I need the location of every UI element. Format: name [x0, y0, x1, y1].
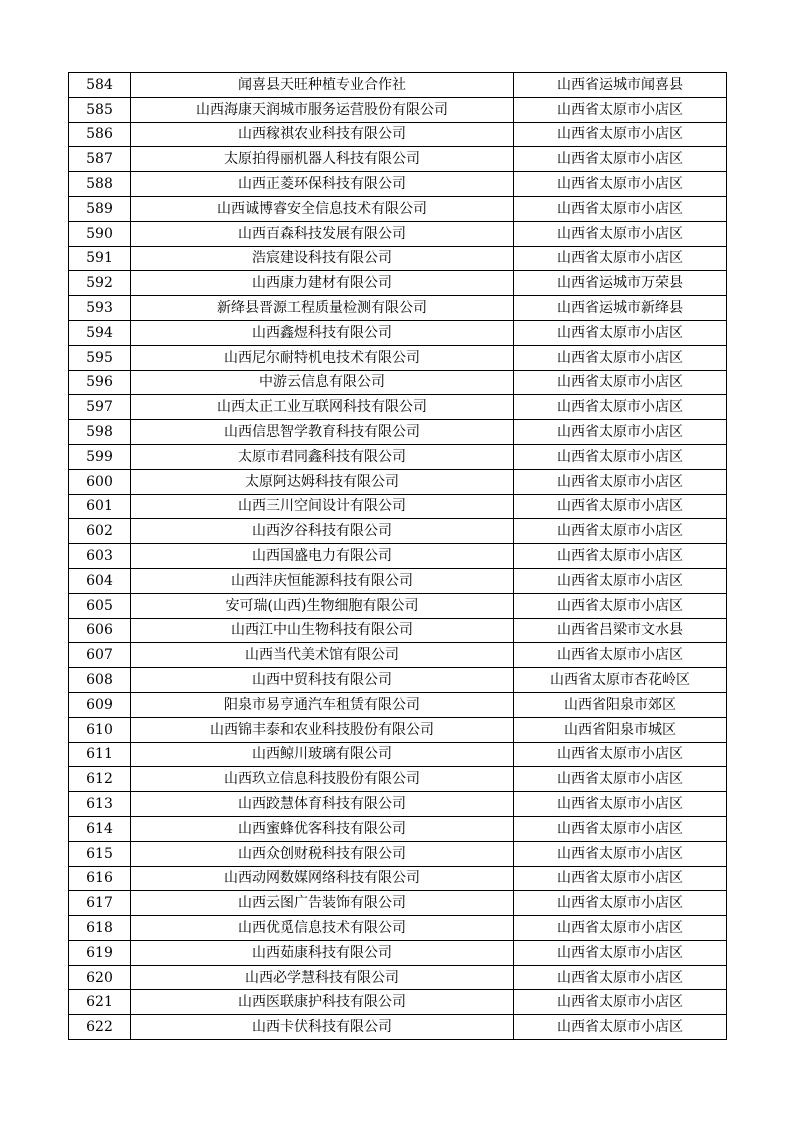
company-location-cell: 山西省太原市小店区 [514, 246, 727, 271]
company-location-cell: 山西省太原市小店区 [514, 370, 727, 395]
row-number-cell: 597 [69, 395, 131, 420]
company-location-cell: 山西省太原市小店区 [514, 891, 727, 916]
company-name-cell: 山西国盛电力有限公司 [131, 544, 514, 569]
company-name-cell: 山西锦丰泰和农业科技股份有限公司 [131, 717, 514, 742]
table-row [69, 370, 727, 395]
company-name-cell: 山西云图广告装饰有限公司 [131, 891, 514, 916]
company-location-cell: 山西省太原市小店区 [514, 544, 727, 569]
company-location-cell: 山西省太原市小店区 [514, 221, 727, 246]
company-name-cell: 山西当代美术馆有限公司 [131, 643, 514, 668]
company-name-cell: 山西百森科技发展有限公司 [131, 221, 514, 246]
table-row [69, 271, 727, 296]
company-list-table-wrapper [68, 72, 726, 1040]
company-location-cell: 山西省太原市小店区 [514, 965, 727, 990]
row-number-cell: 606 [69, 618, 131, 643]
row-number-cell: 619 [69, 940, 131, 965]
company-location-cell: 山西省太原市小店区 [514, 196, 727, 221]
row-number-cell: 593 [69, 296, 131, 321]
table-row [69, 816, 727, 841]
table-row [69, 568, 727, 593]
table-row [69, 221, 727, 246]
table-row [69, 916, 727, 941]
company-name-cell: 山西诚博睿安全信息技术有限公司 [131, 196, 514, 221]
company-name-cell: 山西众创财税科技有限公司 [131, 841, 514, 866]
company-name-cell: 太原拍得丽机器人科技有限公司 [131, 147, 514, 172]
company-location-cell: 山西省阳泉市城区 [514, 717, 727, 742]
company-location-cell: 山西省太原市小店区 [514, 643, 727, 668]
table-row [69, 147, 727, 172]
table-row [69, 965, 727, 990]
row-number-cell: 605 [69, 593, 131, 618]
row-number-cell: 610 [69, 717, 131, 742]
company-location-cell: 山西省太原市小店区 [514, 172, 727, 197]
table-row [69, 841, 727, 866]
row-number-cell: 612 [69, 767, 131, 792]
table-row [69, 296, 727, 321]
company-location-cell: 山西省太原市杏花岭区 [514, 668, 727, 693]
table-row [69, 73, 727, 98]
row-number-cell: 602 [69, 519, 131, 544]
company-name-cell: 山西卡伏科技有限公司 [131, 1015, 514, 1040]
table-row [69, 1015, 727, 1040]
company-name-cell: 山西必学慧科技有限公司 [131, 965, 514, 990]
table-row [69, 97, 727, 122]
table-row [69, 940, 727, 965]
table-row [69, 420, 727, 445]
company-name-cell: 阳泉市易亨通汽车租赁有限公司 [131, 692, 514, 717]
company-location-cell: 山西省太原市小店区 [514, 395, 727, 420]
company-location-cell: 山西省太原市小店区 [514, 990, 727, 1015]
row-number-cell: 594 [69, 320, 131, 345]
company-location-cell: 山西省运城市万荣县 [514, 271, 727, 296]
company-location-cell: 山西省太原市小店区 [514, 593, 727, 618]
company-name-cell: 山西汐谷科技有限公司 [131, 519, 514, 544]
table-row [69, 172, 727, 197]
company-location-cell: 山西省太原市小店区 [514, 147, 727, 172]
company-name-cell: 山西蜜蜂优客科技有限公司 [131, 816, 514, 841]
company-name-cell: 山西江中山生物科技有限公司 [131, 618, 514, 643]
row-number-cell: 585 [69, 97, 131, 122]
company-location-cell: 山西省太原市小店区 [514, 916, 727, 941]
table-row [69, 717, 727, 742]
company-location-cell: 山西省太原市小店区 [514, 122, 727, 147]
row-number-cell: 588 [69, 172, 131, 197]
table-row [69, 767, 727, 792]
table-row [69, 593, 727, 618]
row-number-cell: 587 [69, 147, 131, 172]
row-number-cell: 598 [69, 420, 131, 445]
company-location-cell: 山西省太原市小店区 [514, 494, 727, 519]
table-row [69, 891, 727, 916]
row-number-cell: 613 [69, 792, 131, 817]
row-number-cell: 604 [69, 568, 131, 593]
row-number-cell: 601 [69, 494, 131, 519]
company-name-cell: 山西玖立信息科技股份有限公司 [131, 767, 514, 792]
company-location-cell: 山西省太原市小店区 [514, 792, 727, 817]
company-name-cell: 山西海康天润城市服务运营股份有限公司 [131, 97, 514, 122]
row-number-cell: 616 [69, 866, 131, 891]
row-number-cell: 590 [69, 221, 131, 246]
table-row [69, 866, 727, 891]
table-row [69, 122, 727, 147]
company-location-cell: 山西省运城市闻喜县 [514, 73, 727, 98]
company-name-cell: 山西太正工业互联网科技有限公司 [131, 395, 514, 420]
row-number-cell: 609 [69, 692, 131, 717]
company-location-cell: 山西省太原市小店区 [514, 97, 727, 122]
company-location-cell: 山西省太原市小店区 [514, 940, 727, 965]
table-row [69, 792, 727, 817]
company-name-cell: 山西信思智学教育科技有限公司 [131, 420, 514, 445]
company-name-cell: 山西稼祺农业科技有限公司 [131, 122, 514, 147]
company-name-cell: 山西沣庆恒能源科技有限公司 [131, 568, 514, 593]
company-location-cell: 山西省太原市小店区 [514, 420, 727, 445]
table-row [69, 742, 727, 767]
table-row [69, 246, 727, 271]
company-name-cell: 山西康力建材有限公司 [131, 271, 514, 296]
company-name-cell: 山西正菱环保科技有限公司 [131, 172, 514, 197]
table-row [69, 395, 727, 420]
table-row [69, 196, 727, 221]
company-location-cell: 山西省太原市小店区 [514, 841, 727, 866]
company-name-cell: 山西鲸川玻璃有限公司 [131, 742, 514, 767]
company-name-cell: 山西鑫煜科技有限公司 [131, 320, 514, 345]
company-location-cell: 山西省太原市小店区 [514, 767, 727, 792]
company-location-cell: 山西省太原市小店区 [514, 345, 727, 370]
table-row [69, 320, 727, 345]
company-name-cell: 山西医联康护科技有限公司 [131, 990, 514, 1015]
table-row [69, 990, 727, 1015]
company-name-cell: 山西三川空间设计有限公司 [131, 494, 514, 519]
row-number-cell: 621 [69, 990, 131, 1015]
table-row [69, 544, 727, 569]
row-number-cell: 615 [69, 841, 131, 866]
row-number-cell: 586 [69, 122, 131, 147]
table-row [69, 668, 727, 693]
company-name-cell: 山西中贸科技有限公司 [131, 668, 514, 693]
row-number-cell: 592 [69, 271, 131, 296]
row-number-cell: 622 [69, 1015, 131, 1040]
row-number-cell: 591 [69, 246, 131, 271]
row-number-cell: 584 [69, 73, 131, 98]
company-name-cell: 中游云信息有限公司 [131, 370, 514, 395]
company-name-cell: 太原阿达姆科技有限公司 [131, 469, 514, 494]
company-name-cell: 山西跤慧体育科技有限公司 [131, 792, 514, 817]
company-location-cell: 山西省吕梁市文水县 [514, 618, 727, 643]
company-location-cell: 山西省太原市小店区 [514, 816, 727, 841]
row-number-cell: 589 [69, 196, 131, 221]
table-row [69, 444, 727, 469]
row-number-cell: 620 [69, 965, 131, 990]
table-row [69, 469, 727, 494]
table-row [69, 494, 727, 519]
company-name-cell: 山西优觅信息技术有限公司 [131, 916, 514, 941]
company-name-cell: 新绛县晋源工程质量检测有限公司 [131, 296, 514, 321]
company-location-cell: 山西省太原市小店区 [514, 1015, 727, 1040]
company-name-cell: 山西尼尔耐特机电技术有限公司 [131, 345, 514, 370]
row-number-cell: 611 [69, 742, 131, 767]
table-row [69, 519, 727, 544]
row-number-cell: 607 [69, 643, 131, 668]
row-number-cell: 603 [69, 544, 131, 569]
table-row [69, 643, 727, 668]
company-location-cell: 山西省太原市小店区 [514, 469, 727, 494]
company-name-cell: 山西动网数媒网络科技有限公司 [131, 866, 514, 891]
company-location-cell: 山西省运城市新绛县 [514, 296, 727, 321]
table-row [69, 692, 727, 717]
company-location-cell: 山西省太原市小店区 [514, 866, 727, 891]
row-number-cell: 595 [69, 345, 131, 370]
company-name-cell: 安可瑞(山西)生物细胞有限公司 [131, 593, 514, 618]
company-name-cell: 浩宸建设科技有限公司 [131, 246, 514, 271]
row-number-cell: 600 [69, 469, 131, 494]
row-number-cell: 617 [69, 891, 131, 916]
company-location-cell: 山西省太原市小店区 [514, 519, 727, 544]
company-name-cell: 太原市君同鑫科技有限公司 [131, 444, 514, 469]
company-location-cell: 山西省太原市小店区 [514, 742, 727, 767]
table-row [69, 345, 727, 370]
table-row [69, 618, 727, 643]
company-location-cell: 山西省太原市小店区 [514, 444, 727, 469]
row-number-cell: 599 [69, 444, 131, 469]
company-location-cell: 山西省阳泉市郊区 [514, 692, 727, 717]
company-list-table [68, 72, 727, 1040]
row-number-cell: 596 [69, 370, 131, 395]
table-body [69, 73, 727, 1040]
company-location-cell: 山西省太原市小店区 [514, 320, 727, 345]
company-name-cell: 山西茹康科技有限公司 [131, 940, 514, 965]
company-name-cell: 闻喜县天旺种植专业合作社 [131, 73, 514, 98]
row-number-cell: 608 [69, 668, 131, 693]
row-number-cell: 614 [69, 816, 131, 841]
company-location-cell: 山西省太原市小店区 [514, 568, 727, 593]
row-number-cell: 618 [69, 916, 131, 941]
